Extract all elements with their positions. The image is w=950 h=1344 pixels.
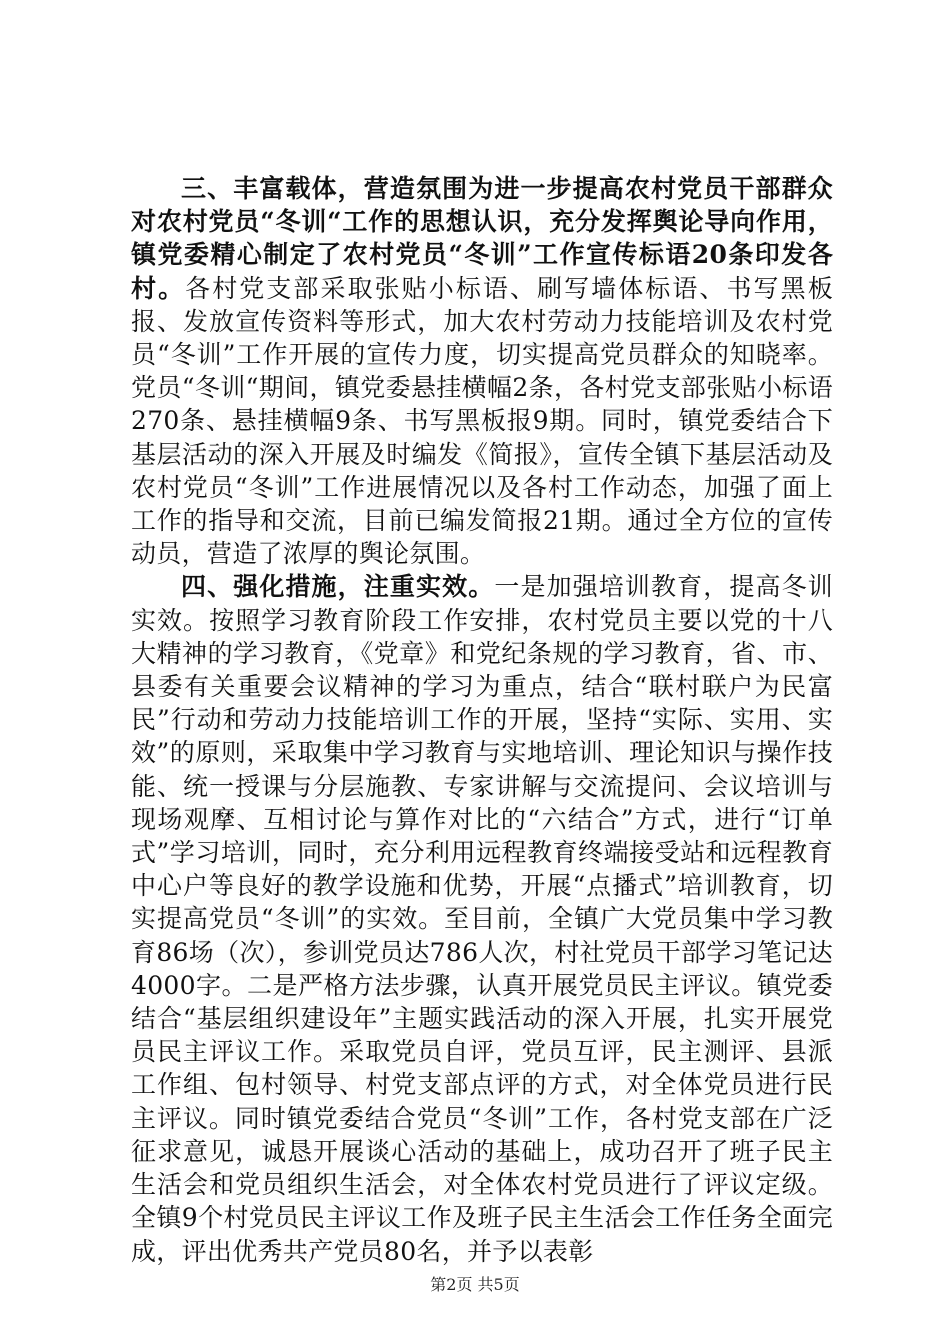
section-three-heading: 三、丰富载体，营造氛围为进一步提高农村党员干部群众对农村党员“冬训“工作的思想认识，充分发挥舆论导向作用，镇党委精心制定了农村党员“冬训”工作宣传标语20条印发各村。 <box>131 174 833 303</box>
section-four-paragraph <box>131 570 833 1267</box>
page-number-footer: 第2页 共5页 <box>430 1275 520 1294</box>
section-three-text: 各村党支部采取张贴小标语、刷写墙体标语、书写黑板报、发放宣传资料等形式，加大农村劳动力技能培训及农村党员“冬训”工作开展的宣传力度，切实提高党员群众的知晓率。党员“冬训“期间，镇党委悬挂横幅2条，各村党支部张贴小标语270条、悬挂横幅9条、书写黑板报9期。同时，镇党委结合下基层活动的深入开展及时编发《简报》，宣传全镇下基层活动及农村党员“冬训”工作进展情况以及各村工作动态，加强了面上工作的指导和交流，目前已编发简报21期。通过全方位的宣传动员，营造了浓厚的舆论氛围。 <box>131 273 833 569</box>
section-three-paragraph <box>131 172 833 570</box>
document-body <box>131 172 833 1268</box>
section-four-heading: 四、强化措施，注重实效。 <box>181 572 495 602</box>
section-four-text: 一是加强培训教育，提高冬训实效。按照学习教育阶段工作安排，农村党员主要以党的十八大精神的学习教育，《党章》和党纪条规的学习教育，省、市、县委有关重要会议精神的学习为重点，结合“联村联户为民富民”行动和劳动力技能培训工作的开展，坚持“实际、实用、实效”的原则，采取集中学习教育与实地培训、理论知识与操作技能、统一授课与分层施教、专家讲解与交流提问、会议培训与现场观摩、互相讨论与算作对比的“六结合”方式，进行“订单式”学习培训，同时，充分利用远程教育终端接受站和远程教育中心户等良好的教学设施和优势，开展“点播式”培训教育，切实提高党员“冬训”的实效。至目前，全镇广大党员集中学习教育86场（次），参训党员达786人次，村社党员干部学习笔记达4000字。二是严格方法步骤，认真开展党员民主评议。镇党委结合“基层组织建设年”主题实践活动的深入开展，扎实开展党员民主评议工作。采取党员自评，党员互评，民主测评、县派工作组、包村领导、村党支部点评的方式，对全体党员进行民主评议。同时镇党委结合党员“冬训”工作，各村党支部在广泛征求意见，诚恳开展谈心活动的基础上，成功召开了班子民主生活会和党员组织生活会，对全体农村党员进行了评议定级。全镇9个村党员民主评议工作及班子民主生活会工作任务全面完成，评出优秀共产党员80名，并予以表彰 <box>131 572 833 1266</box>
